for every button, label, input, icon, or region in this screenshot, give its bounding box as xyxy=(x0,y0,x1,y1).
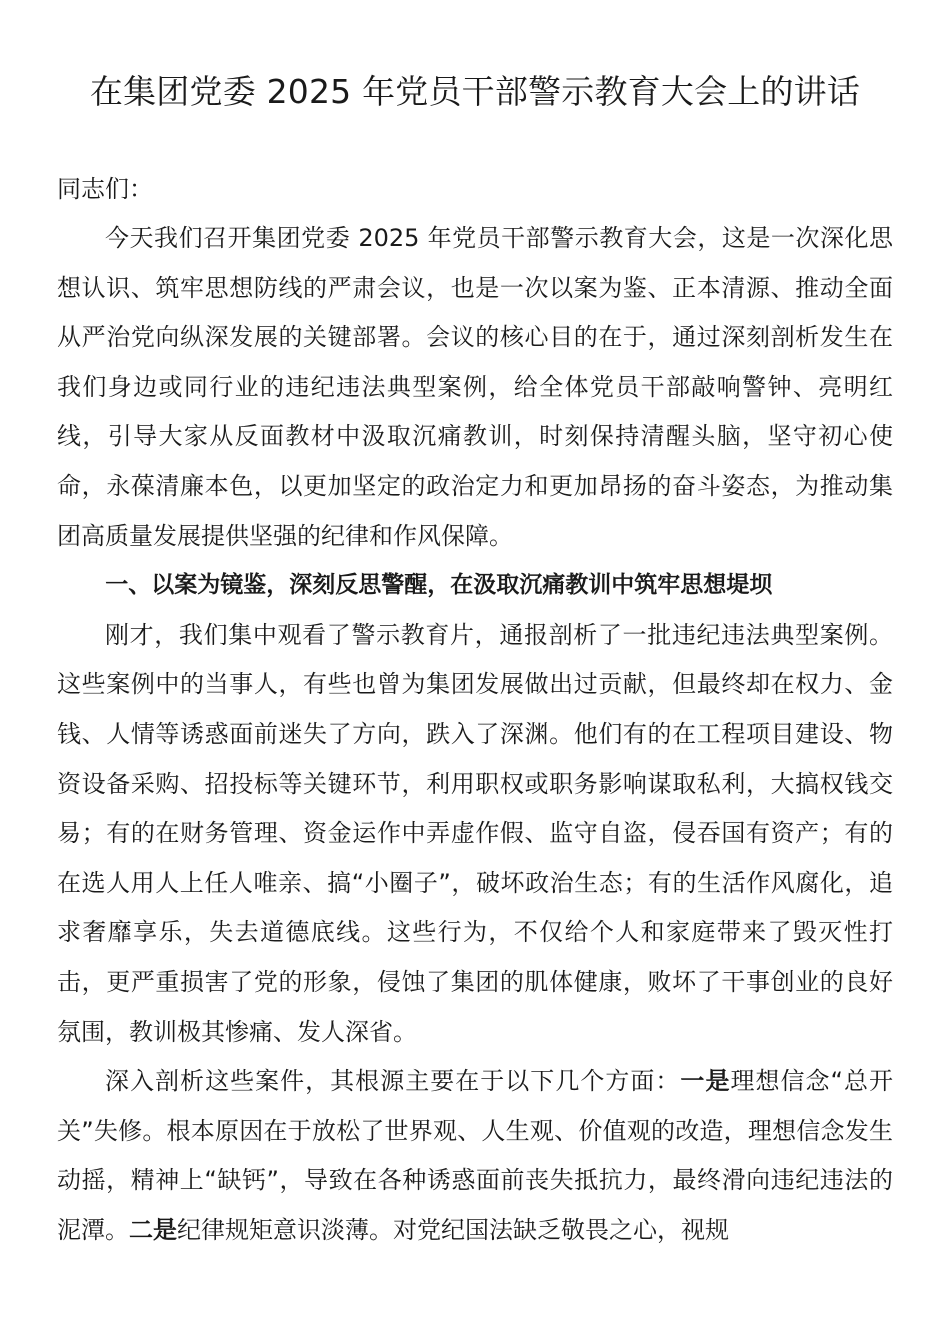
point-two-text: 纪律规矩意识淡薄。对党纪国法缺乏敬畏之心，视规 xyxy=(177,1215,729,1244)
paragraph-analysis xyxy=(57,1057,893,1255)
document-title: 在集团党委 2025 年党员干部警示教育大会上的讲话 xyxy=(89,72,861,111)
point-one-label: 一是 xyxy=(680,1067,731,1096)
salutation: 同志们： xyxy=(57,175,153,203)
section-heading-1: 一、以案为镜鉴，深刻反思警醒，在汲取沉痛教训中筑牢思想堤坝 xyxy=(105,572,773,599)
analysis-intro-text: 深入剖析这些案件，其根源主要在于以下几个方面： xyxy=(105,1067,681,1096)
point-one-text: 理想信念“总开关”失修。根本原因在于放松了世界观、人生观、价值观的改造，理想信念发生动摇，精神上“缺钙”，导致在各种诱惑面前丧失抵抗力，最终滑向违纪违法的泥潭。 xyxy=(57,1067,894,1244)
point-two-label: 二是 xyxy=(129,1215,177,1244)
paragraph-intro: 今天我们召开集团党委 2025 年党员干部警示教育大会，这是一次深化思想认识、筑牢思想防线的严肃会议，也是一次以案为鉴、正本清源、推动全面从严治党向纵深发展的关键部署。会议的核心目的在于，通过深刻剖析发生在我们身边或同行业的违纪违法典型案例，给全体党员干部敲响警钟、亮明红线，引导大家从反面教材中汲取沉痛教训，时刻保持清醒头脑，坚守初心使命，永葆清廉本色，以更加坚定的政治定力和更加昂扬的奋斗姿态，为推动集团高质量发展提供坚强的纪律和作风保障。 xyxy=(57,224,893,550)
paragraph-cases: 刚才，我们集中观看了警示教育片，通报剖析了一批违纪违法典型案例。这些案例中的当事人，有些也曾为集团发展做出过贡献，但最终却在权力、金钱、人情等诱惑面前迷失了方向，跌入了深渊。他们有的在工程项目建设、物资设备采购、招投标等关键环节，利用职权或职务影响谋取私利，大搞权钱交易；有的在财务管理、资金运作中弄虚作假、监守自盗，侵吞国有资产；有的在选人用人上任人唯亲、搞“小圈子”，破坏政治生态；有的生活作风腐化，追求奢靡享乐，失去道德底线。这些行为，不仅给个人和家庭带来了毁灭性打击，更严重损害了党的形象，侵蚀了集团的肌体健康，败坏了干事创业的良好氛围，教训极其惨痛、发人深省。 xyxy=(57,620,893,1046)
